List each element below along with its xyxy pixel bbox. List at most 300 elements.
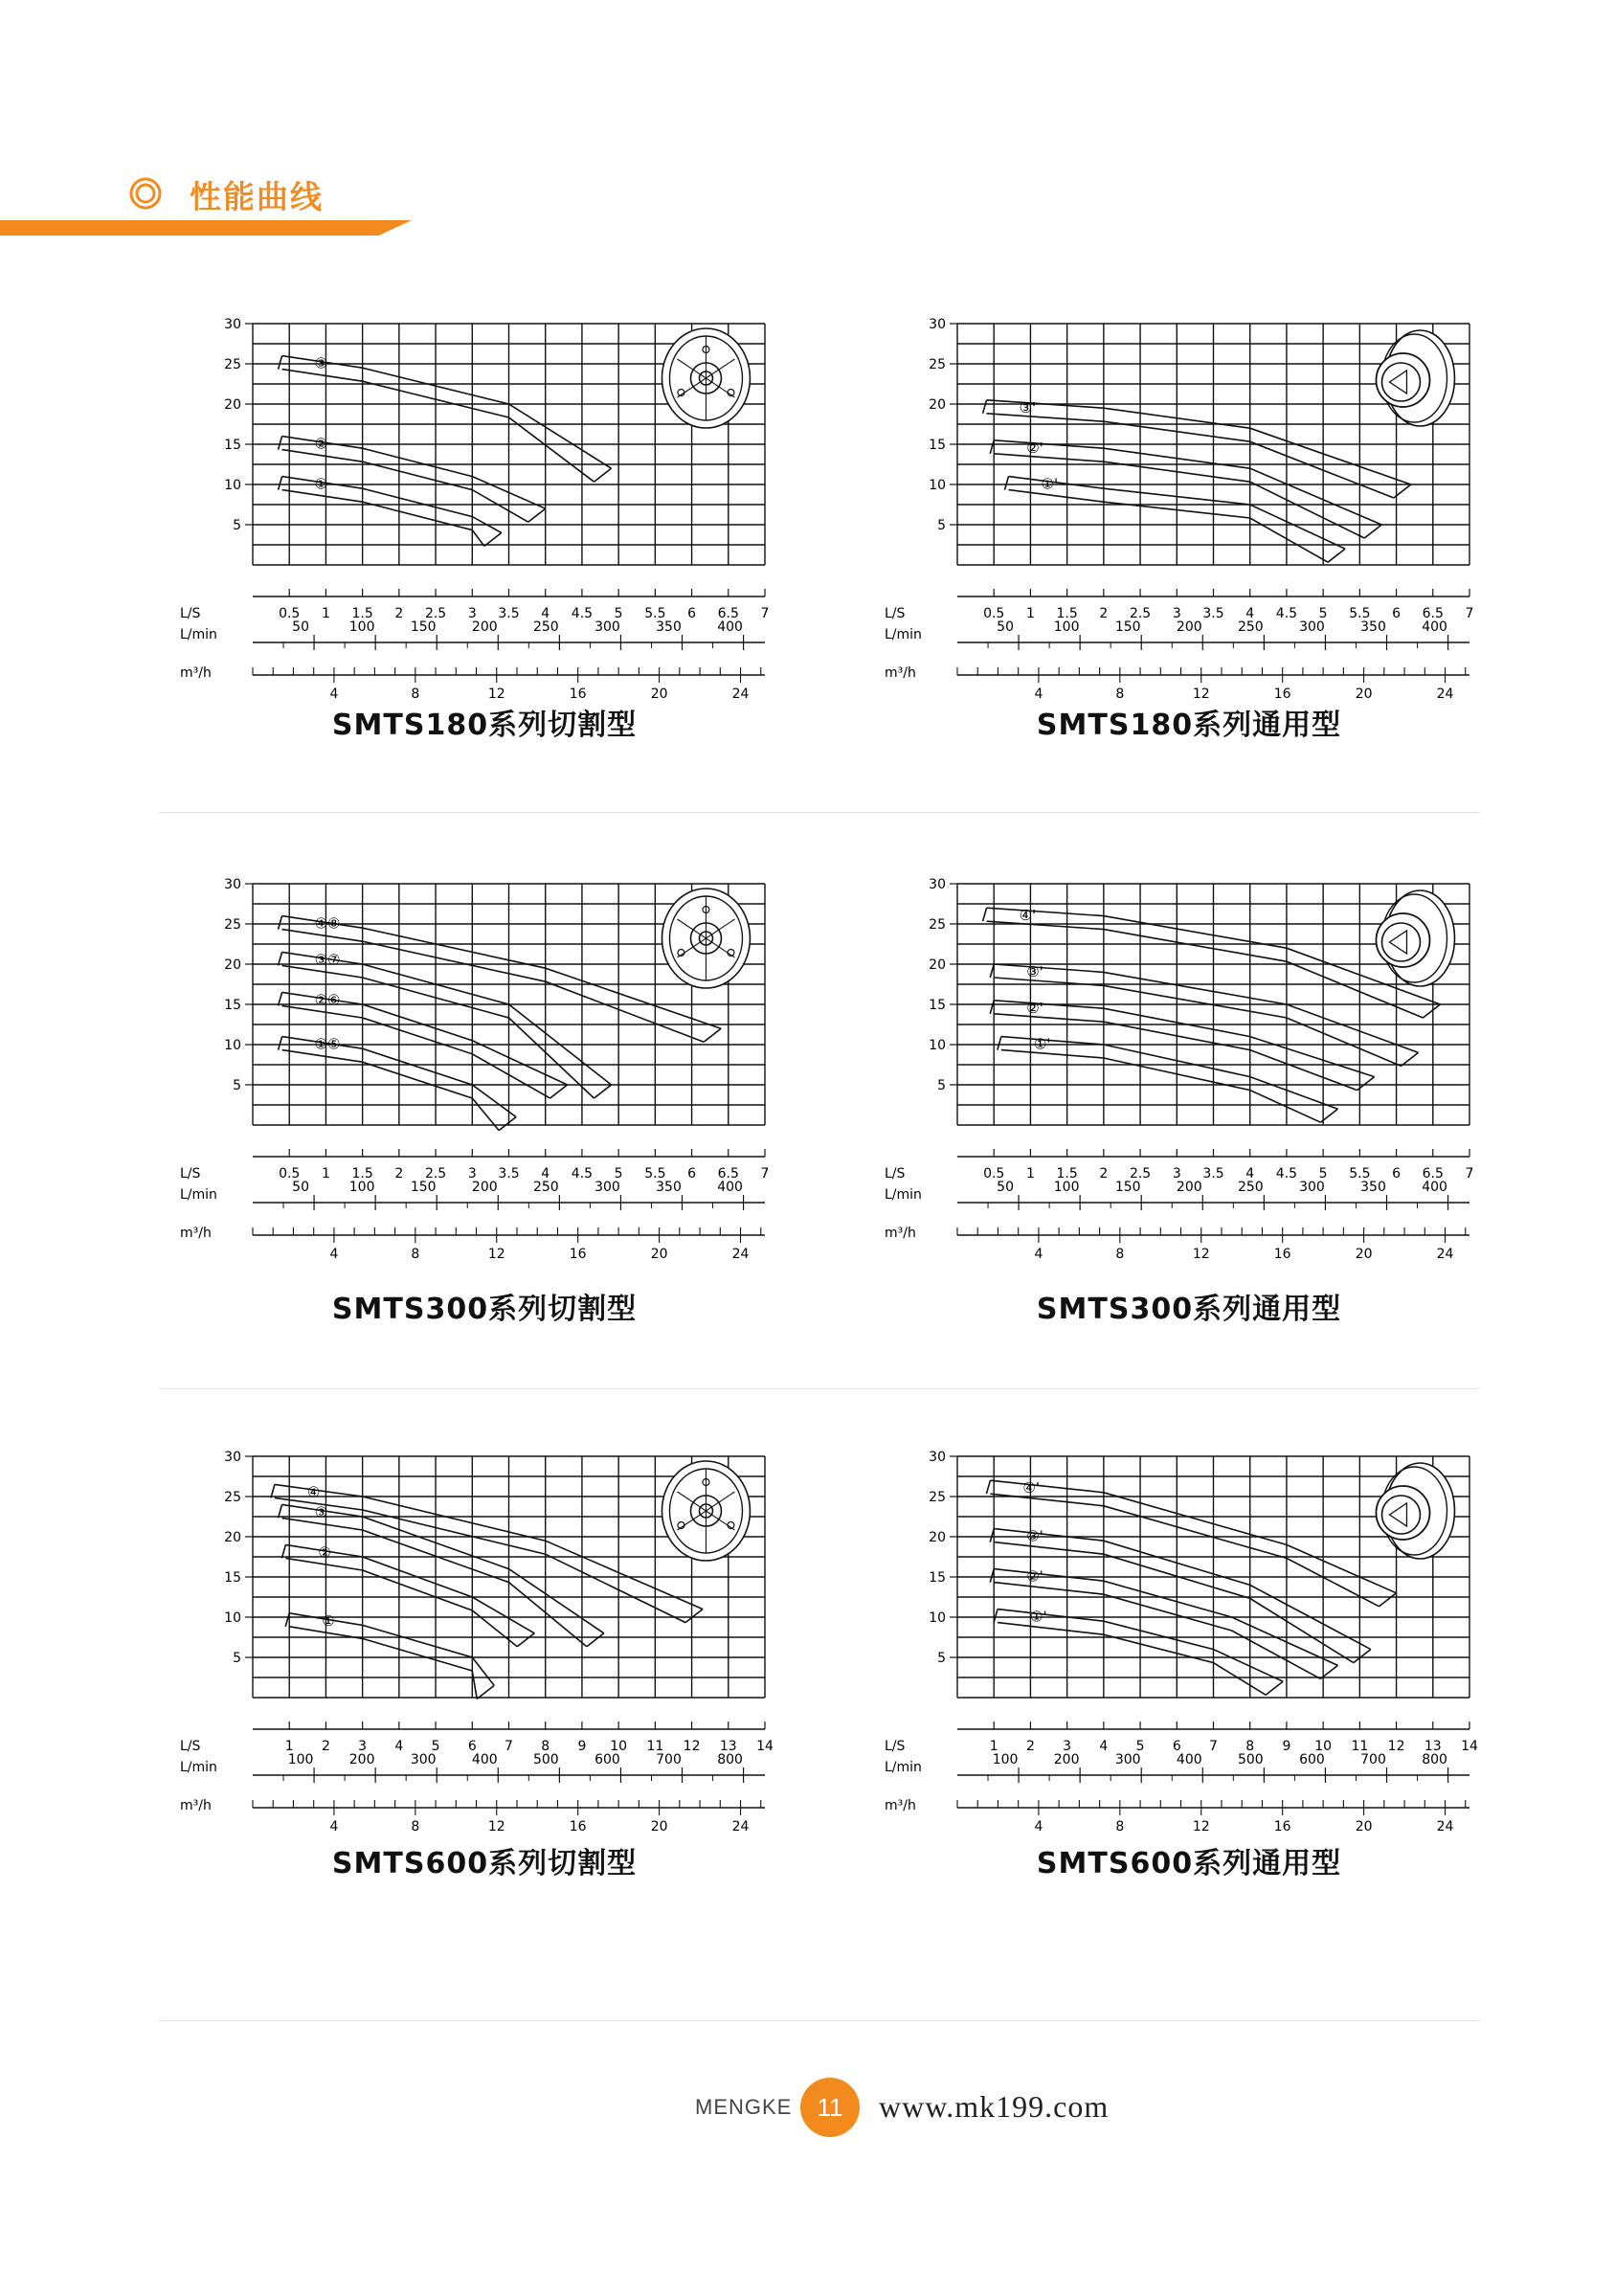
series-curve-end bbox=[594, 468, 612, 482]
x-axis-lmin-label: L/min bbox=[180, 1760, 217, 1775]
series-label: ① bbox=[314, 475, 328, 493]
x-axis-ls-label: L/S bbox=[885, 606, 906, 621]
x-lmin-tick-label: 800 bbox=[1422, 1752, 1447, 1767]
x-axis-lmin-label: L/min bbox=[885, 1187, 922, 1203]
series-label: ②⑥ bbox=[314, 991, 341, 1009]
page-footer bbox=[0, 2078, 1615, 2135]
x-ls-tick-label: 4.5 bbox=[1275, 1166, 1298, 1182]
y-tick-label: 15 bbox=[929, 998, 946, 1013]
y-tick-label: 25 bbox=[929, 917, 946, 933]
y-tick-label: 20 bbox=[224, 1530, 241, 1545]
x-m3h-tick-label: 8 bbox=[1115, 687, 1125, 702]
x-lmin-tick-label: 100 bbox=[992, 1752, 1019, 1767]
y-tick-label: 15 bbox=[224, 998, 241, 1013]
series-curve-end bbox=[685, 1609, 703, 1623]
y-tick-label: 25 bbox=[929, 357, 946, 372]
section-title: 性能曲线 bbox=[190, 178, 324, 215]
x-ls-tick-label: 6.5 bbox=[717, 1166, 739, 1182]
x-ls-tick-label: 4 bbox=[1245, 1166, 1255, 1182]
x-ls-tick-label: 12 bbox=[683, 1739, 701, 1754]
x-lmin-tick-label: 100 bbox=[287, 1752, 314, 1767]
y-tick-label: 15 bbox=[224, 438, 241, 453]
series-curve-start bbox=[1005, 477, 1009, 490]
series-curve-end bbox=[550, 1085, 568, 1098]
x-ls-tick-label: 6 bbox=[687, 1166, 697, 1182]
x-m3h-tick-label: 8 bbox=[411, 1247, 420, 1262]
y-tick-label: 30 bbox=[224, 1450, 241, 1465]
x-ls-tick-label: 2 bbox=[1099, 1166, 1109, 1182]
x-lmin-tick-label: 300 bbox=[594, 1180, 620, 1195]
x-lmin-tick-label: 300 bbox=[1299, 619, 1325, 635]
x-lmin-tick-label: 200 bbox=[471, 1180, 498, 1195]
chart-title: SMTS180系列通用型 bbox=[1036, 709, 1342, 742]
x-m3h-tick-label: 4 bbox=[329, 687, 339, 702]
y-tick-label: 25 bbox=[929, 1490, 946, 1505]
x-ls-tick-label: 3 bbox=[467, 606, 477, 621]
chart-smts300-general bbox=[883, 867, 1495, 1364]
x-ls-tick-label: 4 bbox=[541, 606, 550, 621]
x-m3h-tick-label: 8 bbox=[1115, 1247, 1125, 1262]
y-tick-label: 5 bbox=[233, 518, 241, 533]
series-curve-top bbox=[289, 1613, 494, 1686]
x-m3h-tick-label: 24 bbox=[1436, 687, 1454, 702]
series-curve-bottom bbox=[1001, 1050, 1321, 1123]
x-axis-ls-label: L/S bbox=[885, 1739, 906, 1754]
y-tick-label: 15 bbox=[224, 1570, 241, 1586]
impeller-icon bbox=[1376, 330, 1454, 426]
x-lmin-tick-label: 700 bbox=[1360, 1752, 1386, 1767]
x-ls-tick-label: 2 bbox=[394, 606, 404, 621]
x-lmin-tick-label: 400 bbox=[1422, 619, 1447, 635]
x-axis-ls-label: L/S bbox=[885, 1166, 906, 1182]
y-tick-label: 20 bbox=[929, 397, 946, 413]
x-ls-tick-label: 5 bbox=[614, 1166, 623, 1182]
x-lmin-tick-label: 100 bbox=[348, 619, 375, 635]
x-axis-ls-label: L/S bbox=[180, 606, 201, 621]
y-tick-label: 20 bbox=[224, 397, 241, 413]
x-ls-tick-label: 8 bbox=[541, 1739, 550, 1754]
x-lmin-tick-label: 150 bbox=[410, 619, 437, 635]
x-m3h-tick-label: 24 bbox=[731, 1819, 750, 1835]
x-ls-tick-label: 5.5 bbox=[644, 606, 666, 621]
x-ls-tick-label: 14 bbox=[1461, 1739, 1478, 1754]
x-ls-tick-label: 6 bbox=[687, 606, 697, 621]
x-ls-tick-label: 2 bbox=[1099, 606, 1109, 621]
chart-title: SMTS600系列切割型 bbox=[331, 1847, 638, 1880]
x-m3h-tick-label: 16 bbox=[1273, 1819, 1291, 1835]
x-lmin-tick-label: 150 bbox=[410, 1180, 437, 1195]
x-lmin-tick-label: 50 bbox=[292, 1180, 309, 1195]
series-curve-end bbox=[517, 1633, 534, 1647]
y-tick-label: 5 bbox=[937, 1078, 946, 1093]
x-axis-m3h-label: m³/h bbox=[180, 665, 212, 681]
x-ls-tick-label: 2.5 bbox=[424, 1166, 447, 1182]
y-tick-label: 30 bbox=[224, 877, 241, 892]
x-ls-tick-label: 7 bbox=[1465, 606, 1474, 621]
x-lmin-tick-label: 250 bbox=[1237, 1180, 1264, 1195]
series-curve-start bbox=[279, 916, 282, 930]
x-m3h-tick-label: 20 bbox=[650, 1247, 668, 1262]
series-curve-bottom bbox=[998, 1623, 1266, 1696]
x-ls-tick-label: 5 bbox=[1318, 1166, 1328, 1182]
series-curve-top bbox=[994, 964, 1418, 1052]
x-ls-tick-label: 3.5 bbox=[1202, 1166, 1224, 1182]
x-lmin-tick-label: 800 bbox=[717, 1752, 743, 1767]
y-tick-label: 25 bbox=[224, 917, 241, 933]
x-ls-tick-label: 1 bbox=[1025, 606, 1035, 621]
x-lmin-tick-label: 300 bbox=[410, 1752, 437, 1767]
x-ls-tick-label: 10 bbox=[1314, 1739, 1333, 1754]
y-tick-label: 25 bbox=[224, 1490, 241, 1505]
x-ls-tick-label: 3 bbox=[358, 1739, 368, 1754]
series-curve-end bbox=[1423, 1004, 1440, 1018]
series-curve-start bbox=[998, 1037, 1001, 1050]
chart-smts600-general bbox=[883, 1439, 1495, 1937]
x-m3h-tick-label: 12 bbox=[487, 687, 505, 702]
y-tick-label: 10 bbox=[224, 478, 241, 493]
x-ls-tick-label: 4 bbox=[1245, 606, 1255, 621]
series-label: ② bbox=[314, 435, 328, 453]
x-lmin-tick-label: 500 bbox=[532, 1752, 559, 1767]
section-divider bbox=[159, 812, 1480, 813]
x-ls-tick-label: 6.5 bbox=[1422, 1166, 1444, 1182]
x-ls-tick-label: 2.5 bbox=[1129, 1166, 1152, 1182]
y-tick-label: 20 bbox=[929, 1530, 946, 1545]
x-axis-lmin-label: L/min bbox=[180, 1187, 217, 1203]
series-curve-start bbox=[983, 908, 987, 921]
section-divider bbox=[159, 1388, 1480, 1389]
series-label: ① bbox=[322, 1611, 335, 1630]
x-axis-m3h-label: m³/h bbox=[180, 1226, 212, 1241]
series-curve-top bbox=[282, 356, 612, 469]
x-lmin-tick-label: 250 bbox=[1237, 619, 1264, 635]
x-axis-lmin-label: L/min bbox=[180, 627, 217, 642]
x-ls-tick-label: 6.5 bbox=[1422, 606, 1444, 621]
series-label: ③' bbox=[1026, 963, 1043, 980]
x-lmin-tick-label: 350 bbox=[1360, 619, 1386, 635]
x-ls-tick-label: 6 bbox=[1172, 1739, 1181, 1754]
x-m3h-tick-label: 20 bbox=[1355, 1247, 1373, 1262]
chart-title: SMTS300系列切割型 bbox=[331, 1293, 638, 1326]
series-label: ①' bbox=[1030, 1608, 1047, 1626]
x-lmin-tick-label: 600 bbox=[1299, 1752, 1325, 1767]
series-label: ④⑧ bbox=[314, 914, 341, 933]
x-lmin-tick-label: 150 bbox=[1114, 1180, 1141, 1195]
x-ls-tick-label: 14 bbox=[756, 1739, 774, 1754]
series-label: ③ bbox=[314, 354, 328, 372]
header-accent-bar bbox=[0, 220, 412, 236]
series-label: ② bbox=[318, 1543, 331, 1562]
x-lmin-tick-label: 300 bbox=[1299, 1180, 1325, 1195]
y-tick-label: 30 bbox=[929, 877, 946, 892]
y-tick-label: 30 bbox=[224, 317, 241, 332]
x-m3h-tick-label: 8 bbox=[411, 1819, 420, 1835]
x-ls-tick-label: 4 bbox=[1099, 1739, 1109, 1754]
x-lmin-tick-label: 100 bbox=[1053, 619, 1080, 635]
x-lmin-tick-label: 350 bbox=[656, 619, 682, 635]
x-ls-tick-label: 6 bbox=[1392, 1166, 1402, 1182]
chart-smts180-cutting bbox=[178, 306, 791, 804]
y-tick-label: 20 bbox=[224, 957, 241, 973]
section-divider bbox=[159, 2020, 1480, 2021]
series-curve-end bbox=[1266, 1681, 1283, 1695]
x-ls-tick-label: 1 bbox=[321, 606, 330, 621]
chart-svg bbox=[883, 867, 1495, 1317]
x-lmin-tick-label: 400 bbox=[1176, 1752, 1202, 1767]
x-ls-tick-label: 2.5 bbox=[1129, 606, 1152, 621]
y-tick-label: 5 bbox=[233, 1651, 241, 1666]
x-ls-tick-label: 13 bbox=[719, 1739, 737, 1754]
series-curve-end bbox=[528, 508, 546, 522]
chart-svg bbox=[178, 867, 791, 1317]
series-label: ①' bbox=[1033, 1035, 1051, 1053]
x-ls-tick-label: 3 bbox=[1172, 606, 1181, 621]
x-ls-tick-label: 1 bbox=[284, 1739, 294, 1754]
series-curve-top bbox=[987, 400, 1411, 484]
x-lmin-tick-label: 200 bbox=[1176, 619, 1202, 635]
impeller-icon bbox=[1376, 1463, 1454, 1559]
x-m3h-tick-label: 24 bbox=[1436, 1247, 1454, 1262]
x-ls-tick-label: 3 bbox=[1172, 1166, 1181, 1182]
x-ls-tick-label: 1.5 bbox=[351, 606, 373, 621]
x-lmin-tick-label: 500 bbox=[1237, 1752, 1264, 1767]
impeller-volute bbox=[1376, 1486, 1429, 1540]
x-ls-tick-label: 4 bbox=[541, 1166, 550, 1182]
series-curve-bottom bbox=[282, 1050, 500, 1131]
series-label: ③' bbox=[1026, 1527, 1043, 1545]
x-lmin-tick-label: 150 bbox=[1114, 619, 1141, 635]
x-m3h-tick-label: 16 bbox=[569, 687, 587, 702]
series-curve-bottom bbox=[994, 978, 1401, 1066]
x-ls-tick-label: 8 bbox=[1245, 1739, 1255, 1754]
impeller-icon bbox=[1376, 890, 1454, 986]
x-lmin-tick-label: 100 bbox=[348, 1180, 375, 1195]
chart-title: SMTS600系列通用型 bbox=[1036, 1847, 1342, 1880]
x-axis-m3h-label: m³/h bbox=[180, 1798, 212, 1813]
x-lmin-tick-label: 700 bbox=[656, 1752, 682, 1767]
x-m3h-tick-label: 4 bbox=[1034, 1819, 1043, 1835]
x-ls-tick-label: 4.5 bbox=[1275, 606, 1298, 621]
x-m3h-tick-label: 4 bbox=[1034, 687, 1043, 702]
chart-smts180-general bbox=[883, 306, 1495, 804]
section-header bbox=[0, 163, 440, 239]
x-axis-lmin-label: L/min bbox=[885, 1760, 922, 1775]
series-label: ②' bbox=[1026, 439, 1043, 457]
x-ls-tick-label: 0.5 bbox=[983, 1166, 1005, 1182]
brand-name: MENGKE bbox=[695, 2095, 793, 2119]
y-tick-label: 30 bbox=[929, 317, 946, 332]
x-ls-tick-label: 3 bbox=[1063, 1739, 1072, 1754]
x-ls-tick-label: 11 bbox=[1351, 1739, 1369, 1754]
x-ls-tick-label: 1 bbox=[321, 1166, 330, 1182]
impeller-icon bbox=[662, 1461, 750, 1561]
x-ls-tick-label: 7 bbox=[1209, 1739, 1218, 1754]
x-ls-tick-label: 7 bbox=[760, 1166, 770, 1182]
x-ls-tick-label: 6.5 bbox=[717, 606, 739, 621]
x-m3h-tick-label: 12 bbox=[1192, 1819, 1210, 1835]
x-m3h-tick-label: 4 bbox=[329, 1819, 339, 1835]
series-curve-end bbox=[1379, 1593, 1397, 1607]
x-lmin-tick-label: 250 bbox=[532, 619, 559, 635]
x-lmin-tick-label: 350 bbox=[656, 1180, 682, 1195]
x-ls-tick-label: 4.5 bbox=[571, 606, 594, 621]
x-m3h-tick-label: 12 bbox=[1192, 1247, 1210, 1262]
y-tick-label: 25 bbox=[224, 357, 241, 372]
chart-svg bbox=[178, 1439, 791, 1889]
x-lmin-tick-label: 200 bbox=[348, 1752, 375, 1767]
x-lmin-tick-label: 600 bbox=[594, 1752, 620, 1767]
x-lmin-tick-label: 400 bbox=[1422, 1180, 1447, 1195]
chart-svg bbox=[178, 306, 791, 756]
x-m3h-tick-label: 20 bbox=[1355, 1819, 1373, 1835]
x-ls-tick-label: 2 bbox=[1025, 1739, 1035, 1754]
x-ls-tick-label: 3.5 bbox=[1202, 606, 1224, 621]
series-label: ③' bbox=[1019, 398, 1037, 416]
y-tick-label: 5 bbox=[233, 1078, 241, 1093]
x-ls-tick-label: 5 bbox=[431, 1739, 440, 1754]
series-label: ③ bbox=[314, 1503, 328, 1521]
x-ls-tick-label: 4.5 bbox=[571, 1166, 594, 1182]
series-curve-bottom bbox=[1009, 490, 1329, 563]
x-m3h-tick-label: 8 bbox=[1115, 1819, 1125, 1835]
x-ls-tick-label: 3 bbox=[467, 1166, 477, 1182]
series-curve-start bbox=[279, 356, 282, 370]
x-ls-tick-label: 3.5 bbox=[498, 606, 520, 621]
impeller-icon bbox=[662, 889, 750, 988]
x-ls-tick-label: 12 bbox=[1387, 1739, 1405, 1754]
x-m3h-tick-label: 20 bbox=[650, 1819, 668, 1835]
impeller-volute bbox=[1376, 353, 1429, 407]
x-lmin-tick-label: 50 bbox=[997, 1180, 1014, 1195]
chart-svg bbox=[883, 1439, 1495, 1889]
x-ls-tick-label: 1.5 bbox=[1056, 1166, 1078, 1182]
series-label: ①' bbox=[1041, 475, 1059, 493]
x-m3h-tick-label: 24 bbox=[1436, 1819, 1454, 1835]
series-label: ④' bbox=[1022, 1479, 1040, 1497]
x-ls-tick-label: 1 bbox=[1025, 1166, 1035, 1182]
x-ls-tick-label: 2.5 bbox=[424, 606, 447, 621]
x-ls-tick-label: 0.5 bbox=[279, 606, 301, 621]
x-ls-tick-label: 6 bbox=[467, 1739, 477, 1754]
series-curve-start bbox=[279, 437, 282, 450]
x-lmin-tick-label: 300 bbox=[594, 619, 620, 635]
x-lmin-tick-label: 400 bbox=[717, 619, 743, 635]
x-axis-ls-label: L/S bbox=[180, 1166, 201, 1182]
series-label: ④ bbox=[306, 1483, 321, 1501]
y-tick-label: 5 bbox=[937, 518, 946, 533]
x-m3h-tick-label: 12 bbox=[1192, 687, 1210, 702]
series-curve-start bbox=[986, 1480, 990, 1494]
series-label: ①⑤ bbox=[314, 1035, 341, 1053]
x-ls-tick-label: 7 bbox=[505, 1739, 513, 1754]
x-m3h-tick-label: 24 bbox=[731, 687, 750, 702]
x-ls-tick-label: 2 bbox=[394, 1166, 404, 1182]
x-m3h-tick-label: 12 bbox=[487, 1819, 505, 1835]
double-circle-icon bbox=[128, 176, 163, 211]
x-m3h-tick-label: 16 bbox=[569, 1819, 587, 1835]
x-ls-tick-label: 7 bbox=[760, 606, 770, 621]
series-curve-end bbox=[1364, 525, 1381, 538]
x-ls-tick-label: 9 bbox=[577, 1739, 587, 1754]
x-lmin-tick-label: 300 bbox=[1114, 1752, 1141, 1767]
x-axis-m3h-label: m³/h bbox=[885, 1798, 916, 1813]
series-curve-bottom bbox=[994, 1542, 1354, 1663]
x-m3h-tick-label: 16 bbox=[1273, 1247, 1291, 1262]
x-ls-tick-label: 0.5 bbox=[983, 606, 1005, 621]
x-lmin-tick-label: 200 bbox=[1176, 1180, 1202, 1195]
chart-title: SMTS180系列切割型 bbox=[331, 709, 638, 742]
chart-svg bbox=[883, 306, 1495, 756]
series-curve-bottom bbox=[994, 454, 1364, 538]
series-curve-start bbox=[279, 477, 282, 490]
x-ls-tick-label: 13 bbox=[1424, 1739, 1442, 1754]
y-tick-label: 10 bbox=[929, 1038, 946, 1053]
y-tick-label: 20 bbox=[929, 957, 946, 973]
website-link[interactable]: www.mk199.com bbox=[879, 2089, 1110, 2124]
x-ls-tick-label: 5 bbox=[1135, 1739, 1145, 1754]
x-m3h-tick-label: 24 bbox=[731, 1247, 750, 1262]
x-ls-tick-label: 7 bbox=[1465, 1166, 1474, 1182]
x-axis-lmin-label: L/min bbox=[885, 627, 922, 642]
series-curve-end bbox=[1328, 549, 1345, 562]
chart-title: SMTS300系列通用型 bbox=[1036, 1293, 1342, 1326]
x-m3h-tick-label: 4 bbox=[1034, 1247, 1043, 1262]
x-axis-m3h-label: m³/h bbox=[885, 1226, 916, 1241]
x-m3h-tick-label: 8 bbox=[411, 687, 420, 702]
x-m3h-tick-label: 4 bbox=[329, 1247, 339, 1262]
x-lmin-tick-label: 200 bbox=[1053, 1752, 1080, 1767]
series-curve-bottom bbox=[990, 1494, 1379, 1607]
x-lmin-tick-label: 400 bbox=[717, 1180, 743, 1195]
x-ls-tick-label: 5.5 bbox=[1349, 606, 1371, 621]
x-lmin-tick-label: 350 bbox=[1360, 1180, 1386, 1195]
x-ls-tick-label: 0.5 bbox=[279, 1166, 301, 1182]
y-tick-label: 10 bbox=[929, 1610, 946, 1626]
x-axis-ls-label: L/S bbox=[180, 1739, 201, 1754]
y-tick-label: 10 bbox=[224, 1038, 241, 1053]
x-ls-tick-label: 5.5 bbox=[1349, 1166, 1371, 1182]
x-ls-tick-label: 10 bbox=[610, 1739, 628, 1754]
impeller-icon bbox=[662, 328, 750, 428]
x-ls-tick-label: 5 bbox=[614, 606, 623, 621]
series-curve-end bbox=[1354, 1650, 1371, 1663]
x-ls-tick-label: 5.5 bbox=[644, 1166, 666, 1182]
y-tick-label: 30 bbox=[929, 1450, 946, 1465]
x-ls-tick-label: 5 bbox=[1318, 606, 1328, 621]
series-label: ③⑦ bbox=[314, 951, 341, 969]
x-ls-tick-label: 4 bbox=[394, 1739, 404, 1754]
series-curve-end bbox=[499, 1117, 516, 1131]
chart-smts600-cutting bbox=[178, 1439, 791, 1937]
page-number: 11 bbox=[800, 2078, 860, 2137]
x-m3h-tick-label: 16 bbox=[569, 1247, 587, 1262]
x-ls-tick-label: 1.5 bbox=[1056, 606, 1078, 621]
x-ls-tick-label: 1.5 bbox=[351, 1166, 373, 1182]
x-lmin-tick-label: 200 bbox=[471, 619, 498, 635]
series-curve-end bbox=[704, 1028, 721, 1042]
x-m3h-tick-label: 16 bbox=[1273, 687, 1291, 702]
x-lmin-tick-label: 50 bbox=[292, 619, 309, 635]
x-ls-tick-label: 2 bbox=[321, 1739, 330, 1754]
series-label: ④' bbox=[1019, 907, 1037, 925]
series-curve-top bbox=[275, 1484, 703, 1609]
x-lmin-tick-label: 50 bbox=[997, 619, 1014, 635]
impeller-volute bbox=[1376, 913, 1429, 967]
x-ls-tick-label: 6 bbox=[1392, 606, 1402, 621]
chart-smts300-cutting bbox=[178, 867, 791, 1364]
y-tick-label: 10 bbox=[929, 478, 946, 493]
x-lmin-tick-label: 250 bbox=[532, 1180, 559, 1195]
